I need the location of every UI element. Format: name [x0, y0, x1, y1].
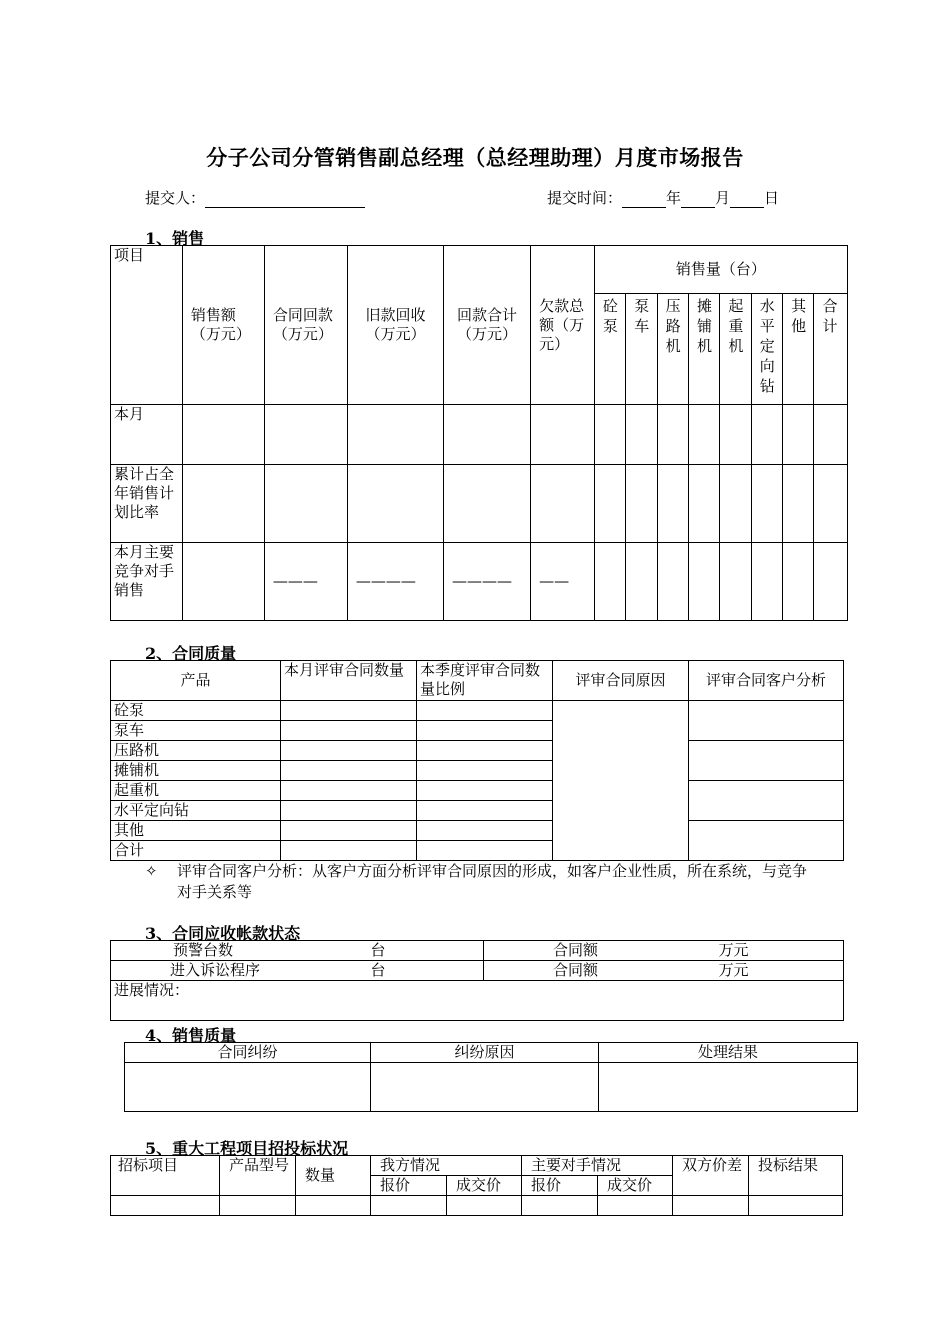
- header-dispute: 合同纠纷: [125, 1043, 371, 1063]
- cell[interactable]: [347, 405, 443, 465]
- time-label: 提交时间：: [547, 189, 623, 207]
- unit-label: 台: [370, 961, 386, 979]
- cell[interactable]: [626, 405, 657, 465]
- year-label: 年: [666, 189, 682, 207]
- product-header: 砼泵: [594, 294, 625, 405]
- month-label: 月: [715, 189, 731, 207]
- subheader-quote: 报价: [522, 1176, 598, 1196]
- cell[interactable]: [281, 701, 417, 721]
- receivable-row: [111, 941, 484, 961]
- submit-time: [547, 187, 779, 208]
- cell[interactable]: [720, 465, 751, 543]
- cell[interactable]: [522, 1196, 598, 1216]
- cell[interactable]: [281, 841, 417, 861]
- header-competitor: 主要对手情况: [522, 1156, 673, 1176]
- cell[interactable]: [417, 821, 553, 841]
- cell[interactable]: [264, 405, 347, 465]
- day-label: 日: [764, 189, 780, 207]
- analysis-cell[interactable]: [689, 821, 844, 861]
- cell[interactable]: [347, 465, 443, 543]
- cell[interactable]: [657, 405, 688, 465]
- row-label: 本月主要竞争对手销售: [111, 543, 183, 621]
- col-old-recovery: 旧款回收（万元）: [347, 246, 443, 405]
- item-header: 项目: [111, 246, 183, 405]
- analysis-cell[interactable]: [689, 781, 844, 821]
- cell[interactable]: [594, 465, 625, 543]
- cell[interactable]: [417, 741, 553, 761]
- header-quantity: 数量: [296, 1156, 371, 1196]
- header-our-side: 我方情况: [371, 1156, 522, 1176]
- customer-analysis-note: 评审合同客户分析：从客户方面分析评审合同原因的形成，如客户企业性质，所在系统，与竞争对手关系等: [177, 862, 808, 901]
- receivable-amount[interactable]: [484, 961, 844, 981]
- col-contract-payment: 合同回款（万元）: [264, 246, 347, 405]
- cell[interactable]: [281, 781, 417, 801]
- cell[interactable]: [688, 543, 719, 621]
- header-bid-result: 投标结果: [749, 1156, 843, 1196]
- header-reason: 评审合同原因: [553, 661, 689, 701]
- cell[interactable]: [814, 543, 848, 621]
- header-product: 产品: [111, 661, 281, 701]
- cell[interactable]: [657, 543, 688, 621]
- cell[interactable]: [783, 465, 814, 543]
- sales-qty-header: 销售量（台）: [594, 246, 847, 294]
- cell[interactable]: [447, 1196, 522, 1216]
- cell[interactable]: [626, 465, 657, 543]
- row-label: 预警台数: [173, 941, 234, 959]
- cell[interactable]: [783, 405, 814, 465]
- header-month-count: 本月评审合同数量: [281, 661, 417, 701]
- product-header: 水平定向钻: [751, 294, 782, 405]
- product-row-label: 其他: [111, 821, 281, 841]
- header-model: 产品型号: [220, 1156, 296, 1196]
- product-row-label: 砼泵: [111, 701, 281, 721]
- dash: ———: [264, 543, 347, 621]
- subheader-deal-price: 成交价: [447, 1176, 522, 1196]
- cell[interactable]: [814, 465, 848, 543]
- col-arrears: 欠款总额（万元）: [531, 246, 595, 405]
- product-row-label: 压路机: [111, 741, 281, 761]
- cell[interactable]: [444, 405, 531, 465]
- product-header: 起重机: [720, 294, 751, 405]
- contract-quality-table: [110, 660, 844, 861]
- header-customer-analysis: 评审合同客户分析: [689, 661, 844, 701]
- product-header: 其他: [783, 294, 814, 405]
- cell[interactable]: [751, 465, 782, 543]
- row-label: 累计占全年销售计划比率: [111, 465, 183, 543]
- header-project: 招标项目: [111, 1156, 220, 1196]
- cell[interactable]: [417, 701, 553, 721]
- cell[interactable]: [281, 721, 417, 741]
- cell[interactable]: [264, 465, 347, 543]
- cell[interactable]: [531, 405, 595, 465]
- product-header: 压路机: [657, 294, 688, 405]
- header-result: 处理结果: [599, 1043, 858, 1063]
- cell[interactable]: [626, 543, 657, 621]
- cell[interactable]: [417, 721, 553, 741]
- amount-label: 合同额: [553, 941, 599, 959]
- reason-cell[interactable]: [553, 701, 689, 861]
- cell[interactable]: [657, 465, 688, 543]
- cell[interactable]: [417, 841, 553, 861]
- cell[interactable]: [751, 543, 782, 621]
- cell[interactable]: [182, 465, 264, 543]
- amount-unit: 万元: [718, 941, 749, 959]
- product-row-label: 合计: [111, 841, 281, 861]
- subheader-deal-price: 成交价: [598, 1176, 673, 1196]
- subheader-quote: 报价: [371, 1176, 447, 1196]
- submitter-label: 提交人：: [145, 189, 206, 207]
- day-blank[interactable]: [730, 189, 764, 208]
- section-1-heading: 1、销售: [145, 229, 205, 248]
- cell[interactable]: [720, 543, 751, 621]
- cell[interactable]: [220, 1196, 296, 1216]
- analysis-cell[interactable]: [689, 741, 844, 781]
- progress-cell[interactable]: [111, 981, 844, 1021]
- product-header: 泵车: [626, 294, 657, 405]
- product-header: 摊铺机: [688, 294, 719, 405]
- year-blank[interactable]: [622, 189, 666, 208]
- row-label: 进入诉讼程序: [170, 961, 261, 979]
- cell[interactable]: [417, 781, 553, 801]
- section-5-heading: 5、重大工程项目招投标状况: [145, 1139, 349, 1158]
- header-price-diff: 双方价差: [673, 1156, 749, 1196]
- unit-label: 台: [370, 941, 386, 959]
- section-3-heading: 3、合同应收帐款状态: [145, 924, 301, 943]
- cell[interactable]: [594, 405, 625, 465]
- cell[interactable]: [673, 1196, 749, 1216]
- dash: ————: [347, 543, 443, 621]
- cell[interactable]: [125, 1063, 371, 1112]
- header-dispute-reason: 纠纷原因: [371, 1043, 599, 1063]
- section-2-heading: 2、合同质量: [145, 644, 237, 663]
- cell[interactable]: [182, 543, 264, 621]
- cell[interactable]: [749, 1196, 843, 1216]
- cell[interactable]: [281, 741, 417, 761]
- submitter-blank[interactable]: [205, 189, 365, 208]
- month-blank[interactable]: [681, 189, 715, 208]
- receivable-row: [111, 961, 484, 981]
- page-title: 分子公司分管销售副总经理（总经理助理）月度市场报告: [206, 145, 744, 170]
- sales-quality-table: [124, 1042, 858, 1112]
- submitter: [145, 187, 365, 208]
- note-bullet: ✧: [145, 862, 158, 880]
- col-payment-total: 回款合计（万元）: [444, 246, 531, 405]
- product-row-label: 摊铺机: [111, 761, 281, 781]
- cell[interactable]: [281, 801, 417, 821]
- cell[interactable]: [444, 465, 531, 543]
- col-sales-amount: 销售额（万元）: [182, 246, 264, 405]
- cell[interactable]: [281, 761, 417, 781]
- cell[interactable]: [783, 543, 814, 621]
- cell[interactable]: [688, 405, 719, 465]
- row-label: 本月: [111, 405, 183, 465]
- amount-label: 合同额: [553, 961, 599, 979]
- cell[interactable]: [531, 465, 595, 543]
- receivable-amount[interactable]: [484, 941, 844, 961]
- section-4-heading: 4、销售质量: [145, 1026, 237, 1045]
- product-header: 合计: [814, 294, 848, 405]
- dash: ——: [531, 543, 595, 621]
- cell[interactable]: [371, 1063, 599, 1112]
- analysis-cell[interactable]: [689, 701, 844, 741]
- cell[interactable]: [281, 821, 417, 841]
- cell[interactable]: [814, 405, 848, 465]
- cell[interactable]: [417, 761, 553, 781]
- cell[interactable]: [371, 1196, 447, 1216]
- header-quarter-ratio: 本季度评审合同数量比例: [417, 661, 553, 701]
- cell[interactable]: [688, 465, 719, 543]
- cell[interactable]: [594, 543, 625, 621]
- cell[interactable]: [720, 405, 751, 465]
- product-row-label: 泵车: [111, 721, 281, 741]
- cell[interactable]: [598, 1196, 673, 1216]
- cell[interactable]: [296, 1196, 371, 1216]
- product-row-label: 水平定向钻: [111, 801, 281, 821]
- dash: ————: [444, 543, 531, 621]
- cell[interactable]: [111, 1196, 220, 1216]
- cell[interactable]: [751, 405, 782, 465]
- cell[interactable]: [417, 801, 553, 821]
- product-row-label: 起重机: [111, 781, 281, 801]
- bidding-table: [110, 1155, 843, 1216]
- sales-table: [110, 245, 848, 621]
- cell[interactable]: [182, 405, 264, 465]
- receivables-table: [110, 940, 844, 1021]
- amount-unit: 万元: [718, 961, 749, 979]
- cell[interactable]: [599, 1063, 858, 1112]
- progress-label: 进展情况：: [114, 981, 190, 999]
